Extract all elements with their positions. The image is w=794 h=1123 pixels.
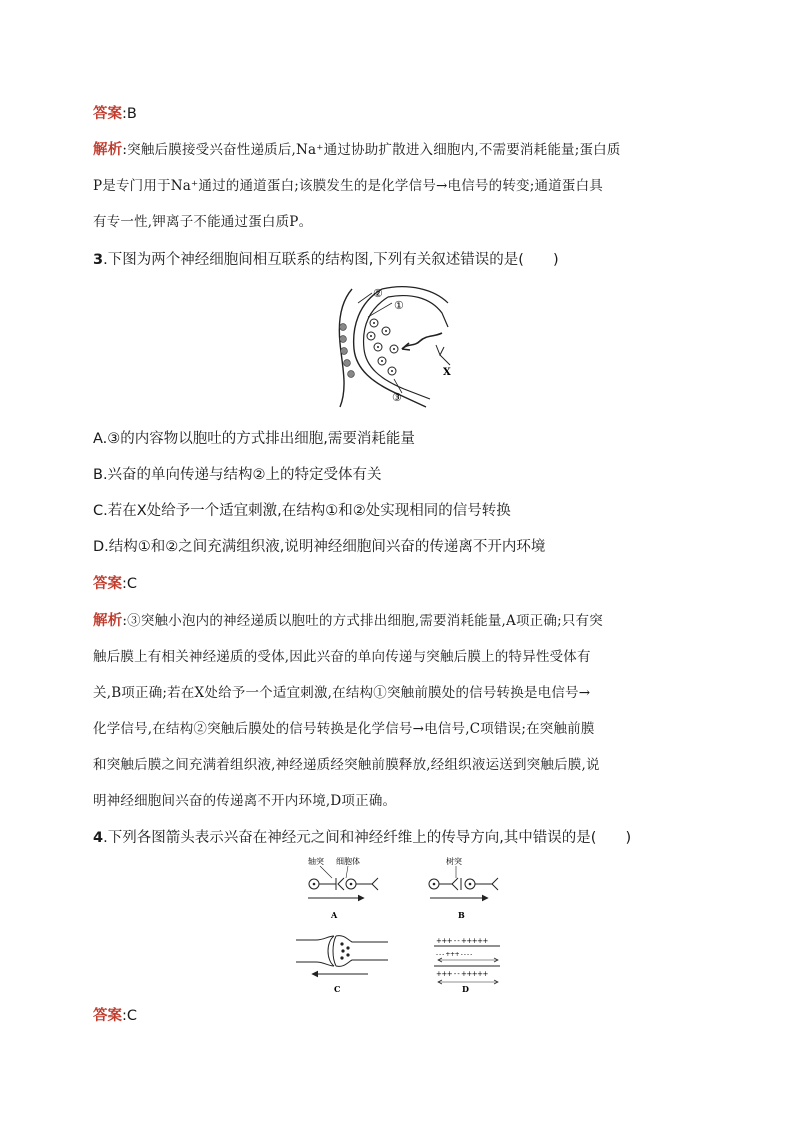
q2-answer: 答案:B xyxy=(93,106,137,122)
question-number: 3 xyxy=(93,252,104,268)
answer-value: C xyxy=(126,576,138,592)
q4-answer: 答案:C xyxy=(93,1008,138,1024)
synapse-svg xyxy=(330,283,470,411)
label-axon: 轴突 xyxy=(308,857,324,866)
panel-d-label: D xyxy=(462,984,469,994)
answer-label: 答案 xyxy=(93,106,122,122)
label-cell-body: 细胞体 xyxy=(336,857,360,866)
q3-option-d: D.结构①和②之间充满组织液,说明神经细胞间兴奋的传递离不开内环境 xyxy=(93,539,546,555)
explanation-label: 解析 xyxy=(93,613,123,629)
question-text: 下图为两个神经细胞间相互联系的结构图,下列有关叙述错误的是( ) xyxy=(107,252,559,268)
axon-outer-edge xyxy=(382,287,448,303)
explanation-label: 解析 xyxy=(93,142,123,158)
conduction-svg xyxy=(296,852,522,994)
q3-stem: 3.下图为两个神经细胞间相互联系的结构图,下列有关叙述错误的是( ) xyxy=(93,252,559,268)
q2-explanation-line-2: P是专门用于Na⁺通过的通道蛋白;该膜发生的是化学信号→电信号的转变;通道蛋白具 xyxy=(93,178,603,194)
q3-explanation-line-5: 和突触后膜之间充满着组织液,神经递质经突触前膜释放,经组织液运送到突触后膜,说 xyxy=(93,757,600,773)
svg-text:+++ - - +++++: +++ - - +++++ xyxy=(436,937,488,945)
panel-c-label: C xyxy=(334,984,341,994)
explanation-text: 突触后膜接受兴奋性递质后,Na⁺通过协助扩散进入细胞内,不需要消耗能量;蛋白质 xyxy=(127,142,621,158)
label-2: ② xyxy=(373,287,383,300)
x-pointer xyxy=(440,355,450,365)
svg-text:+++ - - +++++: +++ - - +++++ xyxy=(436,970,488,978)
label-3: ③ xyxy=(392,391,402,404)
q3-explanation-line-2: 触后膜上有相关神经递质的受体,因此兴奋的单向传递与突触后膜上的特异性受体有 xyxy=(93,649,591,665)
panel-a xyxy=(308,856,378,920)
conduction-diagrams xyxy=(296,852,522,994)
answer-value: B xyxy=(126,106,137,122)
q3-option-c: C.若在X处给予一个适宜刺激,在结构①和②处实现相同的信号转换 xyxy=(93,503,511,519)
panel-a-label: A xyxy=(331,910,338,920)
answer-value: C xyxy=(126,1008,138,1024)
impulse-arrow xyxy=(402,333,442,349)
q3-explanation-line-6: 明神经细胞间兴奋的传递离不开内环境,D项正确。 xyxy=(93,793,397,809)
q3-option-a: A.③的内容物以胞吐的方式排出细胞,需要消耗能量 xyxy=(93,431,415,447)
q4-stem: 4.下列各图箭头表示兴奋在神经元之间和神经纤维上的传导方向,其中错误的是( ) xyxy=(93,830,632,846)
label-dendrite: 树突 xyxy=(446,857,462,866)
answer-label: 答案 xyxy=(93,576,122,592)
q3-answer: 答案:C xyxy=(93,576,138,592)
q3-explanation-line-3: 关,B项正确;若在X处给予一个适宜刺激,在结构①突触前膜处的信号转换是电信号→ xyxy=(93,685,591,701)
svg-text:- - - +++ - - - -: - - - +++ - - - - xyxy=(436,951,472,958)
explanation-text: ③突触小泡内的神经递质以胞吐的方式排出细胞,需要消耗能量,A项正确;只有突 xyxy=(127,613,603,629)
answer-label: 答案 xyxy=(93,1008,122,1024)
impulse-arrow-head xyxy=(402,343,410,350)
label-1: ① xyxy=(394,299,404,312)
q2-explanation-line-3: 有专一性,钾离子不能通过蛋白质P。 xyxy=(93,214,313,230)
q3-explanation-line-1: 解析:③突触小泡内的神经递质以胞吐的方式排出细胞,需要消耗能量,A项正确;只有突 xyxy=(93,613,603,629)
x-arrow-head xyxy=(436,345,444,355)
panel-c xyxy=(296,936,388,994)
question-text: 下列各图箭头表示兴奋在神经元之间和神经纤维上的传导方向,其中错误的是( ) xyxy=(107,830,632,846)
label-x: X xyxy=(443,367,451,378)
q3-explanation-line-4: 化学信号,在结构②突触后膜处的信号转换是化学信号→电信号,C项错误;在突触前膜 xyxy=(93,721,595,737)
receptors xyxy=(340,324,355,378)
q2-explanation-line-1: 解析:突触后膜接受兴奋性递质后,Na⁺通过协助扩散进入细胞内,不需要消耗能量;蛋白质 xyxy=(93,142,621,158)
panel-b xyxy=(429,856,498,920)
question-number: 4 xyxy=(93,830,104,846)
synapse-diagram xyxy=(330,283,470,411)
panel-b-label: B xyxy=(458,910,465,920)
panel-d xyxy=(434,937,500,994)
leader-1 xyxy=(368,303,392,317)
q3-option-b: B.兴奋的单向传递与结构②上的特定受体有关 xyxy=(93,467,382,483)
